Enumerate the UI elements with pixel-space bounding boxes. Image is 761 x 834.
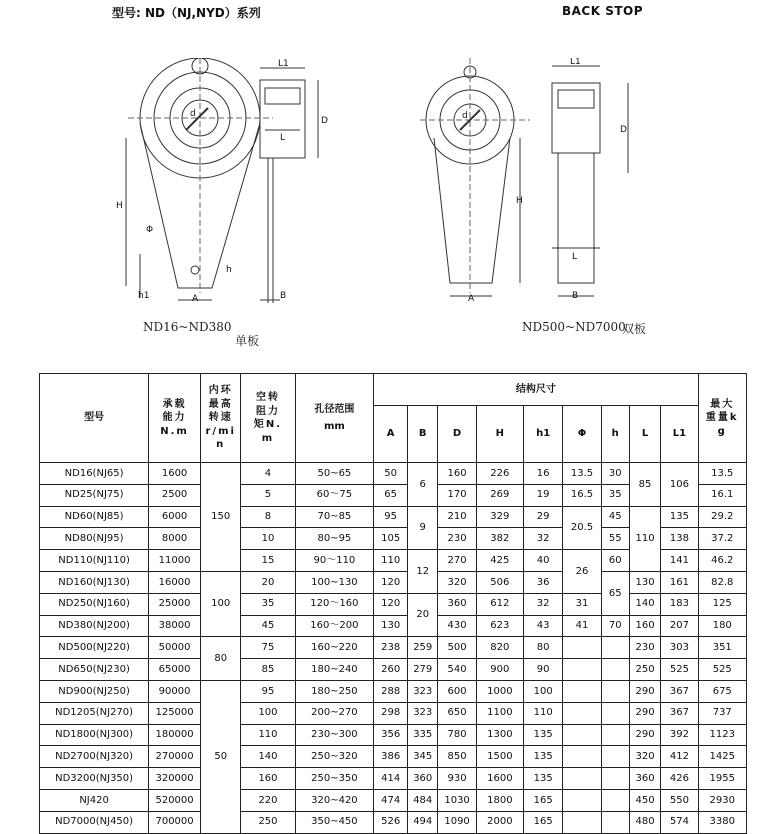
drawing-single-plate bbox=[108, 58, 328, 308]
header-col-a: A bbox=[374, 406, 408, 463]
label-l-right: L bbox=[572, 252, 578, 262]
label-d-inner-right: d bbox=[462, 111, 468, 121]
table-row: ND1800(NJ300) 180000 110 230~300 356 335 780 1300 135 290 392 1123 bbox=[40, 724, 747, 746]
header-col-h-small: h bbox=[601, 406, 629, 463]
header-dims: 结构尺寸 bbox=[374, 374, 698, 406]
header-bore-label: 孔径范围 bbox=[314, 403, 355, 415]
table-row: NJ420 520000 220 320~420 474 484 1030 1800 165 450 550 2930 bbox=[40, 789, 747, 811]
label-b-right: B bbox=[572, 291, 579, 301]
header-col-b: B bbox=[408, 406, 438, 463]
label-h-small: h bbox=[226, 265, 232, 275]
table-row: ND160(NJ130) 16000 100 20 100~130 120 320 506 36 65 130 161 82.8 bbox=[40, 571, 747, 593]
table-row: ND2700(NJ320) 270000 140 250~320 386 345 850 1500 135 320 412 1425 bbox=[40, 746, 747, 768]
table-row: ND60(NJ85) 6000 8 70~85 95 9 210 329 29 20.5 45 110 135 29.2 bbox=[40, 506, 747, 528]
page-title: 型号: ND（NJ,NYD）系列 bbox=[112, 6, 261, 20]
label-b: B bbox=[280, 291, 287, 301]
label-h1: h1 bbox=[138, 291, 150, 301]
drawing-double-plate bbox=[420, 58, 640, 308]
table-row: ND80(NJ95) 8000 10 80~95 105 230 382 32 55 138 37.2 bbox=[40, 528, 747, 550]
label-a-right: A bbox=[468, 294, 475, 304]
header-col-l1: L1 bbox=[661, 406, 698, 463]
table-row: ND250(NJ160) 25000 35 120～160 120 20 360 612 32 31 140 183 125 bbox=[40, 593, 747, 615]
label-h-right: H bbox=[516, 196, 523, 206]
header-bore-unit: mm bbox=[323, 421, 345, 432]
header-weight: 最大重量kg bbox=[698, 374, 746, 463]
table-row: ND7000(NJ450) 700000 250 350~450 526 494 1090 2000 165 480 574 3380 bbox=[40, 811, 747, 833]
table-row: ND25(NJ75) 2500 5 60～75 65 170 269 19 16.5 35 16.1 bbox=[40, 484, 747, 506]
header-col-d: D bbox=[438, 406, 476, 463]
table-row: ND650(NJ230) 65000 85 180~240 260 279 540 900 90 250 525 525 bbox=[40, 659, 747, 681]
table-row: ND1205(NJ270) 125000 100 200~270 298 323 650 1100 110 290 367 737 bbox=[40, 702, 747, 724]
label-l1-right: L1 bbox=[570, 58, 581, 67]
table-row: ND16(NJ65) 1600 150 4 50~65 50 6 160 226 16 13.5 30 85 106 13.5 bbox=[40, 463, 747, 485]
label-h: H bbox=[116, 201, 123, 211]
header-model: 型号 bbox=[40, 374, 149, 463]
header-col-l: L bbox=[629, 406, 661, 463]
table-row: ND380(NJ200) 38000 45 160～200 130 430 623 43 41 70 160 207 180 bbox=[40, 615, 747, 637]
header-resist: 空转阻力矩N.m bbox=[241, 374, 295, 463]
header-capacity: 承载能力N.m bbox=[149, 374, 201, 463]
caption-right: ND500~ND7000 bbox=[522, 320, 626, 334]
table-row: ND900(NJ250) 90000 50 95 180~250 288 323 600 1000 100 290 367 675 bbox=[40, 680, 747, 702]
caption-left: ND16~ND380 bbox=[143, 320, 232, 334]
spec-table bbox=[39, 373, 747, 834]
header-speed: 内环最高转速r/min bbox=[200, 374, 241, 463]
header-col-h1: h1 bbox=[523, 406, 562, 463]
caption-left-cn: 单板 bbox=[235, 334, 260, 348]
header-col-phi: Φ bbox=[563, 406, 601, 463]
header-col-h: H bbox=[476, 406, 523, 463]
caption-right-cn: 双板 bbox=[622, 322, 647, 336]
label-d-right: D bbox=[620, 125, 627, 135]
label-phi: Φ bbox=[146, 225, 154, 235]
label-d-inner: d bbox=[190, 109, 196, 119]
label-a: A bbox=[192, 294, 199, 304]
label-d: D bbox=[321, 116, 328, 126]
table-row: ND500(NJ220) 50000 80 75 160~220 238 259 500 820 80 230 303 351 bbox=[40, 637, 747, 659]
table-row: ND3200(NJ350) 320000 160 250~350 414 360 930 1600 135 360 426 1955 bbox=[40, 768, 747, 790]
table-row: ND110(NJ110) 11000 15 90～110 110 12 270 425 40 26 60 141 46.2 bbox=[40, 550, 747, 572]
header-bore bbox=[295, 374, 374, 463]
page-title-english: BACK STOP bbox=[562, 4, 644, 18]
label-l1: L1 bbox=[278, 59, 289, 69]
label-l: L bbox=[280, 133, 286, 143]
